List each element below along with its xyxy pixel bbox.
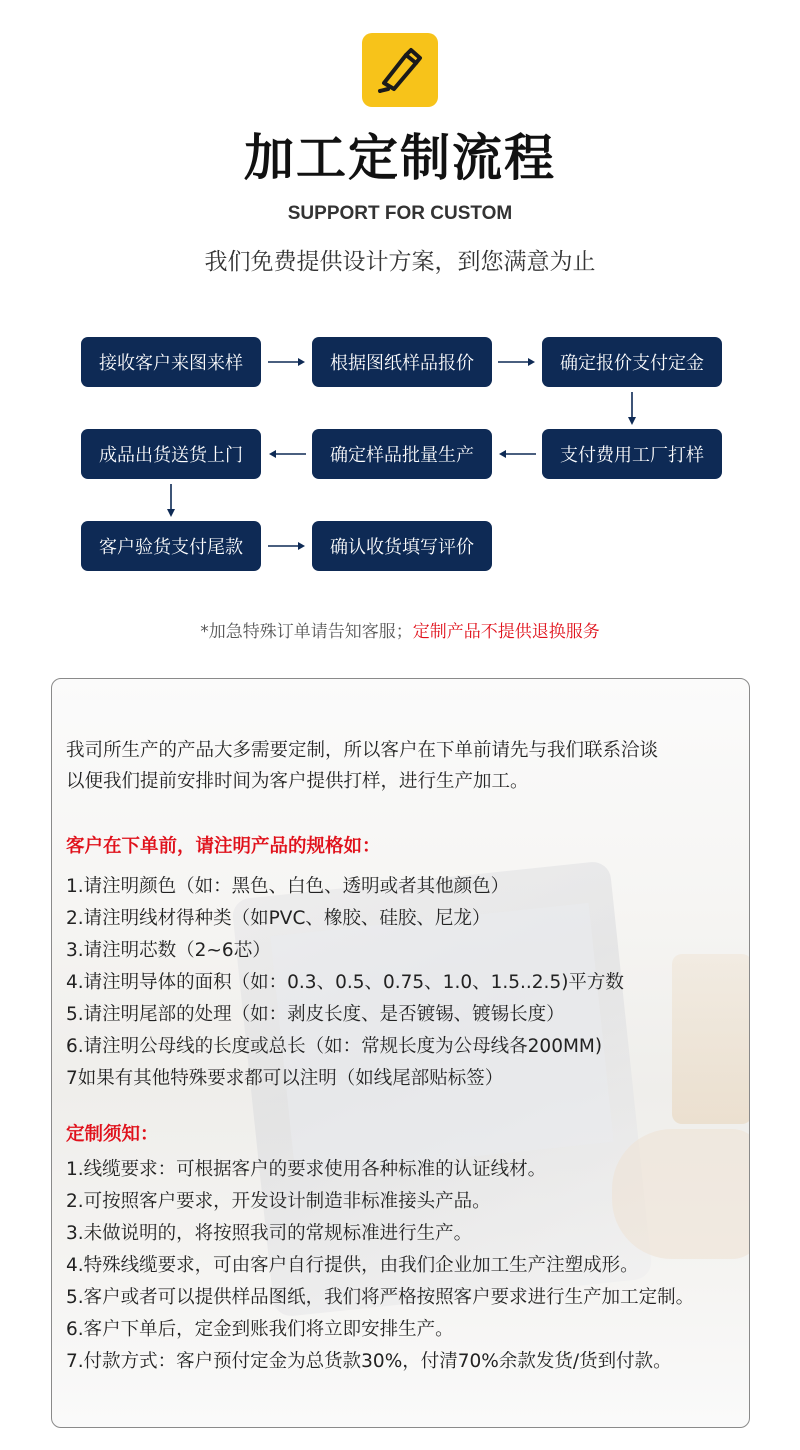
notice-item: 5.客户或者可以提供样品图纸，我们将严格按照客户要求进行生产加工定制。 bbox=[66, 1287, 695, 1308]
arrow-right-icon bbox=[266, 538, 308, 554]
spec-item: 3.请注明芯数（2~6芯） bbox=[66, 940, 271, 961]
page-title: 加工定制流程 bbox=[244, 129, 556, 187]
process-step-4: 支付费用工厂打样 bbox=[542, 429, 722, 479]
arrow-down-icon bbox=[163, 482, 179, 520]
info-panel bbox=[51, 678, 750, 1428]
process-step-3: 确定报价支付定金 bbox=[542, 337, 722, 387]
notice-item: 2.可按照客户要求，开发设计制造非标准接头产品。 bbox=[66, 1191, 491, 1212]
pencil-icon bbox=[374, 45, 426, 95]
spec-item: 6.请注明公母线的长度或总长（如：常规长度为公母线各200MM) bbox=[66, 1036, 603, 1057]
order-note bbox=[0, 617, 800, 642]
arrow-right-icon bbox=[496, 354, 538, 370]
process-step-8: 确认收货填写评价 bbox=[312, 521, 492, 571]
arrow-left-icon bbox=[496, 446, 538, 462]
notice-item: 6.客户下单后，定金到账我们将立即安排生产。 bbox=[66, 1319, 454, 1340]
notice-item: 1.线缆要求：可根据客户的要求使用各种标准的认证线材。 bbox=[66, 1159, 547, 1180]
logo-badge bbox=[362, 33, 438, 107]
spec-item: 4.请注明导体的面积（如：0.3、0.5、0.75、1.0、1.5..2.5)平方数 bbox=[66, 972, 624, 993]
arrow-left-icon bbox=[266, 446, 308, 462]
spec-item: 2.请注明线材得种类（如PVC、橡胶、硅胶、尼龙） bbox=[66, 908, 491, 929]
process-step-7: 客户验货支付尾款 bbox=[81, 521, 261, 571]
notice-item: 3.未做说明的，将按照我司的常规标准进行生产。 bbox=[66, 1223, 473, 1244]
arrow-down-icon bbox=[624, 390, 640, 428]
notice-item: 4.特殊线缆要求，可由客户自行提供，由我们企业加工生产注塑成形。 bbox=[66, 1255, 639, 1276]
spec-item: 1.请注明颜色（如：黑色、白色、透明或者其他颜色） bbox=[66, 876, 510, 897]
arrow-right-icon bbox=[266, 354, 308, 370]
process-step-5: 确定样品批量生产 bbox=[312, 429, 492, 479]
order-note-text: *加急特殊订单请告知客服； bbox=[200, 622, 413, 642]
process-step-2: 根据图纸样品报价 bbox=[312, 337, 492, 387]
intro-line: 以便我们提前安排时间为客户提供打样，进行生产加工。 bbox=[66, 771, 529, 792]
hand-background bbox=[612, 1129, 750, 1259]
process-step-6: 成品出货送货上门 bbox=[81, 429, 261, 479]
intro-line: 我司所生产的产品大多需要定制，所以客户在下单前请先与我们联系洽谈 bbox=[66, 740, 659, 761]
coffee-cup-background bbox=[672, 954, 750, 1124]
spec-item: 7如果有其他特殊要求都可以注明（如线尾部贴标签） bbox=[66, 1068, 504, 1089]
notice-item: 7.付款方式：客户预付定金为总货款30%，付清70%余款发货/货到付款。 bbox=[66, 1351, 672, 1372]
spec-heading: 客户在下单前，请注明产品的规格如： bbox=[66, 836, 381, 857]
subtitle-english: SUPPORT FOR CUSTOM bbox=[287, 203, 513, 224]
subtitle-chinese: 我们免费提供设计方案，到您满意为止 bbox=[204, 249, 596, 275]
no-return-warning: 定制产品不提供退换服务 bbox=[412, 622, 600, 642]
notice-heading: 定制须知： bbox=[66, 1124, 159, 1145]
spec-item: 5.请注明尾部的处理（如：剥皮长度、是否镀锡、镀锡长度） bbox=[66, 1004, 565, 1025]
process-step-1: 接收客户来图来样 bbox=[81, 337, 261, 387]
